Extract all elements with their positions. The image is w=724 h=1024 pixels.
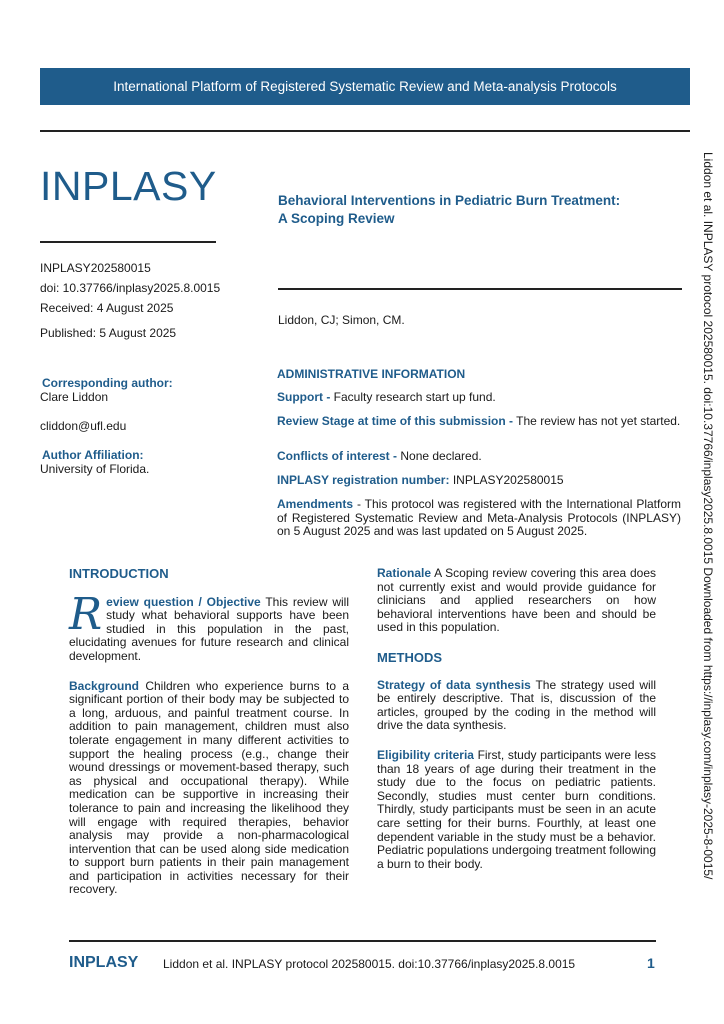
conflicts-label: Conflicts of interest -	[277, 449, 398, 463]
registration-entry	[277, 474, 681, 488]
corresponding-author-label: Corresponding author:	[42, 376, 173, 390]
registration-value: INPLASY202580015	[449, 473, 564, 487]
amendments-entry	[277, 498, 681, 539]
received-date: Received: 4 August 2025	[40, 301, 174, 315]
review-question-paragraph	[69, 588, 350, 664]
background-text: Children who experience burns to a significant portion of their body may be subjected to a long, arduous, and painful treatment course. In addition to pain management, children must also tolerate engagement in many different activities to support the healing process (e.g., change their wound dressings or movement-based therapy, such as physical and occupational therapy). While medication can be supportive in increasing their tolerance to pain and increasing the likelihood they will engage with required therapies, behavior analysis may provide a non-pharmacological intervention that can be used along side medication to support burn patients in their pain management and participation in activities necessary for their recovery.	[69, 678, 349, 897]
author-affiliation-label: Author Affiliation:	[42, 448, 144, 462]
rationale-text: A Scoping review covering this area does not currently exist and would provide guidance for clinicians and applied researchers on how behavioral interventions have been and should be used in this population.	[377, 566, 656, 635]
review-question-text: This review will study what behavioral supports have been studied in this population in the past, elucidating avenues for future research and clinical development.	[69, 594, 350, 663]
conflicts-entry	[277, 450, 681, 464]
background-paragraph	[69, 680, 349, 898]
eligibility-paragraph	[377, 749, 656, 871]
synthesis-paragraph	[377, 679, 656, 733]
footer-citation: Liddon et al. INPLASY protocol 202580015. doi:10.37766/inplasy2025.8.0015	[163, 957, 576, 971]
sidebar-citation: Liddon et al. INPLASY protocol 202580015. doi:10.37766/inplasy2025.8.0015 Downloaded from https://inplasy.com/inplasy-2025-8-0015/	[701, 152, 715, 880]
authors: Liddon, CJ; Simon, CM.	[278, 313, 405, 327]
author-email[interactable]: cliddon@ufl.edu	[40, 419, 127, 433]
top-divider	[40, 130, 690, 132]
logo-divider	[40, 241, 216, 243]
synthesis-label: Strategy of data synthesis	[377, 677, 531, 692]
title-line-2: A Scoping Review	[278, 211, 395, 226]
left-column	[69, 567, 349, 897]
footer-divider	[69, 940, 656, 942]
author-affiliation: University of Florida.	[40, 462, 150, 476]
review-stage-value: The review has not yet started.	[513, 414, 681, 428]
support-label: Support -	[277, 390, 331, 404]
published-date: Published: 5 August 2025	[40, 326, 177, 340]
amendments-label: Amendments	[277, 497, 354, 511]
doi: doi: 10.37766/inplasy2025.8.0015	[40, 281, 221, 295]
page-number: 1	[647, 955, 655, 971]
title-divider	[278, 288, 682, 290]
dropcap-letter: R	[69, 588, 103, 640]
inplasy-logo: INPLASY	[40, 163, 217, 209]
header-banner: International Platform of Registered Systematic Review and Meta-analysis Protocols	[40, 68, 690, 105]
methods-heading: METHODS	[377, 649, 442, 665]
synthesis-text: The strategy used will be entirely descriptive. That is, discussion of the articles, grouped by the coding in the method will drive the data synthesis.	[377, 677, 656, 733]
protocol-id: INPLASY202580015	[40, 261, 151, 275]
amendments-value: - This protocol was registered with the International Platform of Registered Systematic Review and Meta-Analysis Protocols (INPLASY) on 5 August 2025 and was last updated on 5 August 2025.	[277, 497, 681, 538]
support-entry	[277, 391, 681, 405]
right-column	[377, 567, 656, 871]
conflicts-value: None declared.	[397, 449, 482, 463]
review-question-label: eview question / Objective	[106, 594, 261, 609]
footer-logo: INPLASY	[69, 954, 139, 971]
background-label: Background	[69, 678, 140, 693]
admin-heading: ADMINISTRATIVE INFORMATION	[277, 367, 466, 381]
corresponding-author-name: Clare Liddon	[40, 390, 109, 404]
eligibility-text: First, study participants were less than 18 years of age during their treatment in the study due to the focus on pediatric patients. Secondly, studies must center burn conditions. Thirdly, study participants must be seen in an acute care setting for their burns. Fourthly, at least one dependent variable in the study must be a behavior. Pediatric populations undergoing treatment following a burn to their body.	[377, 747, 656, 871]
rationale-label: Rationale	[377, 566, 432, 580]
paper-title	[278, 192, 678, 228]
review-stage-entry	[277, 415, 681, 429]
rationale-paragraph	[377, 567, 656, 635]
review-stage-label: Review Stage at time of this submission -	[277, 414, 514, 428]
support-value: Faculty research start up fund.	[330, 390, 496, 404]
introduction-heading: INTRODUCTION	[69, 566, 169, 581]
eligibility-label: Eligibility criteria	[377, 747, 474, 762]
registration-label: INPLASY registration number:	[277, 473, 450, 487]
title-line-1: Behavioral Interventions in Pediatric Burn Treatment:	[278, 193, 621, 208]
